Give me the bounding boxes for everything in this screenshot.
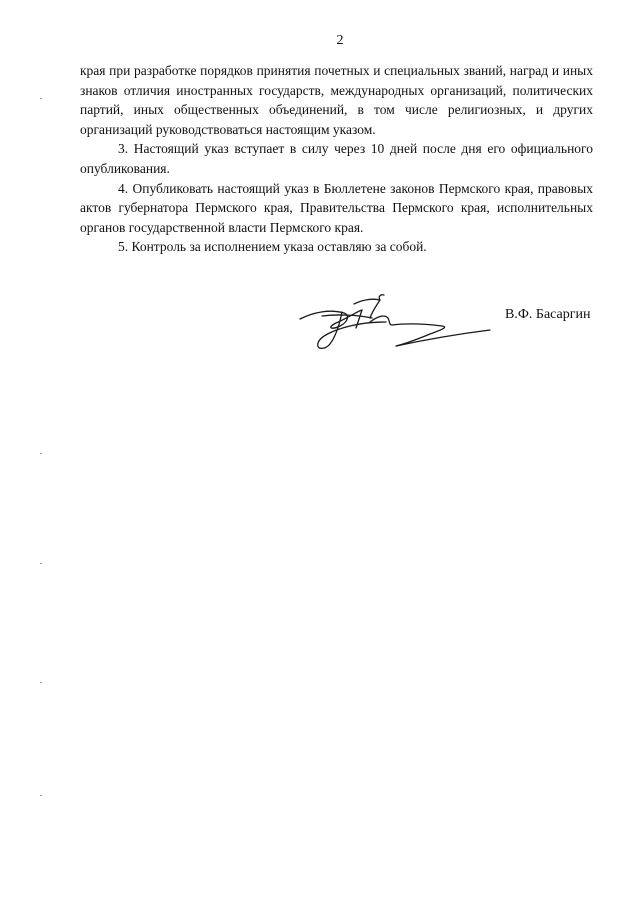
paragraph-continuation: края при разработке порядков принятия почетных и специальных званий, наград и иных знаков отличия иностранных государств, международных организаций, политических партий, иных общественных объединений, в том числе религиозных, и других организаций руководствоваться настоящим указом.: [80, 63, 593, 137]
document-body: [80, 61, 593, 257]
margin-dot: [40, 453, 42, 454]
paragraph-4: 4. Опубликовать настоящий указ в Бюллетене законов Пермского края, правовых актов губернатора Пермского края, Правительства Пермского края, исполнительных органов государственной власти Пермского края.: [80, 180, 593, 235]
margin-dot: [40, 98, 42, 99]
handwritten-signature: [292, 292, 497, 354]
margin-dot: [40, 795, 42, 796]
signer-name: В.Ф. Басаргин: [505, 307, 591, 322]
page-number: 2: [336, 33, 344, 48]
margin-dot: [40, 563, 42, 564]
paragraph-5: 5. Контроль за исполнением указа оставляю за собой.: [118, 239, 427, 255]
paragraph-3: 3. Настоящий указ вступает в силу через 10 дней после дня его официального опубликования.: [80, 141, 593, 176]
margin-dot: [40, 682, 42, 683]
